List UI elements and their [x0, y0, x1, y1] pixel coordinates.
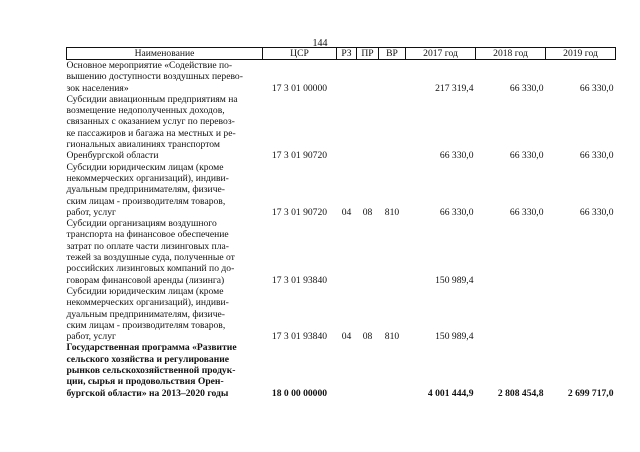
row-rz	[337, 218, 357, 286]
row-pr	[357, 218, 379, 286]
row-value-2019: 66 330,0	[579, 206, 614, 218]
row-value-2017: 150 989,4	[435, 274, 474, 286]
row-name-line: ции, сырья и продовольствия Орен-	[66, 376, 224, 388]
row-name-line: Субсидии юридическим лицам (кроме	[66, 161, 224, 173]
row-value-2018: 66 330,0	[509, 206, 544, 218]
row-name-line: Субсидии организациям воздушного	[66, 218, 217, 230]
row-value-2019: 2 699 717,0	[567, 387, 614, 399]
row-vr: 810	[384, 206, 400, 218]
table-row	[67, 94, 616, 162]
page-number: 144	[312, 38, 328, 49]
table-row	[67, 342, 616, 398]
row-name	[67, 218, 263, 286]
row-value-2018	[476, 218, 546, 286]
row-name-line: рынков сельскохозяйственной продук-	[66, 365, 236, 377]
row-name-line: Оренбургской области	[66, 150, 159, 162]
table-row	[67, 218, 616, 286]
row-name-line: говорам финансовой аренды (лизинга)	[66, 274, 225, 286]
row-rz	[337, 342, 357, 398]
table-body	[67, 60, 616, 399]
row-name	[67, 94, 263, 162]
row-vr: 810	[384, 331, 400, 343]
row-vr	[379, 94, 406, 162]
row-value-2018: 66 330,0	[509, 150, 544, 162]
row-name-line: зок населения»	[66, 82, 129, 94]
row-name-line: вышению доступности воздушных перево-	[66, 71, 243, 83]
row-name-line: ке пассажиров и багажа на местных и ре-	[66, 127, 236, 139]
row-name-line: ским лицам - производителям товаров,	[66, 319, 226, 331]
row-name-line: тежей за воздушные суда, полученные от	[66, 252, 235, 264]
row-name-line: бургской области» на 2013–2020 годы	[66, 387, 229, 399]
row-rz	[337, 60, 357, 94]
budget-table	[66, 47, 616, 399]
row-csr: 17 3 01 93840	[271, 274, 328, 286]
column-header-csr: ЦСР	[263, 48, 337, 60]
row-rz: 04	[341, 331, 352, 343]
row-pr	[357, 94, 379, 162]
row-name-line: связанных с оказанием услуг по перевоз-	[66, 116, 235, 128]
row-value-2019: 66 330,0	[579, 150, 614, 162]
row-pr: 08	[362, 206, 373, 218]
row-value-2017: 4 001 444,9	[427, 387, 474, 399]
table-row	[67, 60, 616, 94]
row-name-line: работ, услуг	[66, 331, 116, 343]
row-name	[67, 342, 263, 398]
row-value-2019	[546, 218, 616, 286]
row-value-2018: 66 330,0	[509, 82, 544, 94]
table-row	[67, 162, 616, 218]
row-value-2017: 150 989,4	[435, 331, 474, 343]
row-csr: 17 3 01 90720	[271, 206, 328, 218]
row-name	[67, 162, 263, 218]
row-name-line: Государственная программа «Развитие	[66, 342, 237, 354]
row-name-line: некоммерческих организаций), индиви-	[66, 297, 229, 309]
row-name	[67, 60, 263, 94]
row-rz: 04	[341, 206, 352, 218]
row-value-2019: 66 330,0	[579, 82, 614, 94]
row-name-line: сельского хозяйства и регулирование	[66, 353, 230, 365]
row-name-line: гиональных авиалиниях транспортом	[66, 139, 220, 151]
row-value-2018	[476, 286, 546, 342]
row-value-2017: 217 319,4	[435, 82, 474, 94]
column-header-2018: 2018 год	[476, 48, 546, 60]
column-header-name: Наименование	[67, 48, 263, 60]
row-name	[67, 286, 263, 342]
table-row	[67, 286, 616, 342]
row-value-2017: 66 330,0	[439, 150, 474, 162]
row-vr	[379, 218, 406, 286]
row-name-line: возмещение недополученных доходов,	[66, 105, 225, 117]
row-name-line: ским лицам - производителям товаров,	[66, 195, 226, 207]
row-vr	[379, 60, 406, 94]
row-name-line: дуальным предпринимателям, физиче-	[66, 308, 225, 320]
row-value-2019	[546, 286, 616, 342]
row-name-line: Субсидии юридическим лицам (кроме	[66, 285, 224, 297]
column-header-2019: 2019 год	[546, 48, 616, 60]
row-name-line: транспорта на финансовое обеспечение	[66, 229, 229, 241]
row-csr: 17 3 01 00000	[271, 82, 328, 94]
row-vr	[379, 342, 406, 398]
row-pr	[357, 342, 379, 398]
row-name-line: затрат по оплате части лизинговых пла-	[66, 240, 229, 252]
column-header-pr: ПР	[357, 48, 379, 60]
row-name-line: дуальным предпринимателям, физиче-	[66, 184, 225, 196]
row-name-line: Основное мероприятие «Содействие по-	[66, 60, 233, 71]
column-header-rz: РЗ	[337, 48, 357, 60]
row-name-line: некоммерческих организаций), индиви-	[66, 172, 229, 184]
table-header-row	[67, 48, 616, 60]
row-rz	[337, 94, 357, 162]
row-pr	[357, 60, 379, 94]
column-header-2017: 2017 год	[406, 48, 476, 60]
column-header-vr: ВР	[379, 48, 406, 60]
row-csr: 17 3 01 90720	[271, 150, 328, 162]
row-csr: 17 3 01 93840	[271, 331, 328, 343]
row-name-line: работ, услуг	[66, 206, 116, 218]
row-pr: 08	[362, 331, 373, 343]
row-csr: 18 0 00 00000	[271, 387, 328, 399]
row-value-2018: 2 808 454,8	[497, 387, 544, 399]
row-name-line: российских лизинговых компаний по до-	[66, 263, 235, 275]
row-value-2017: 66 330,0	[439, 206, 474, 218]
row-name-line: Субсидии авиационным предприятиям на	[66, 93, 238, 105]
